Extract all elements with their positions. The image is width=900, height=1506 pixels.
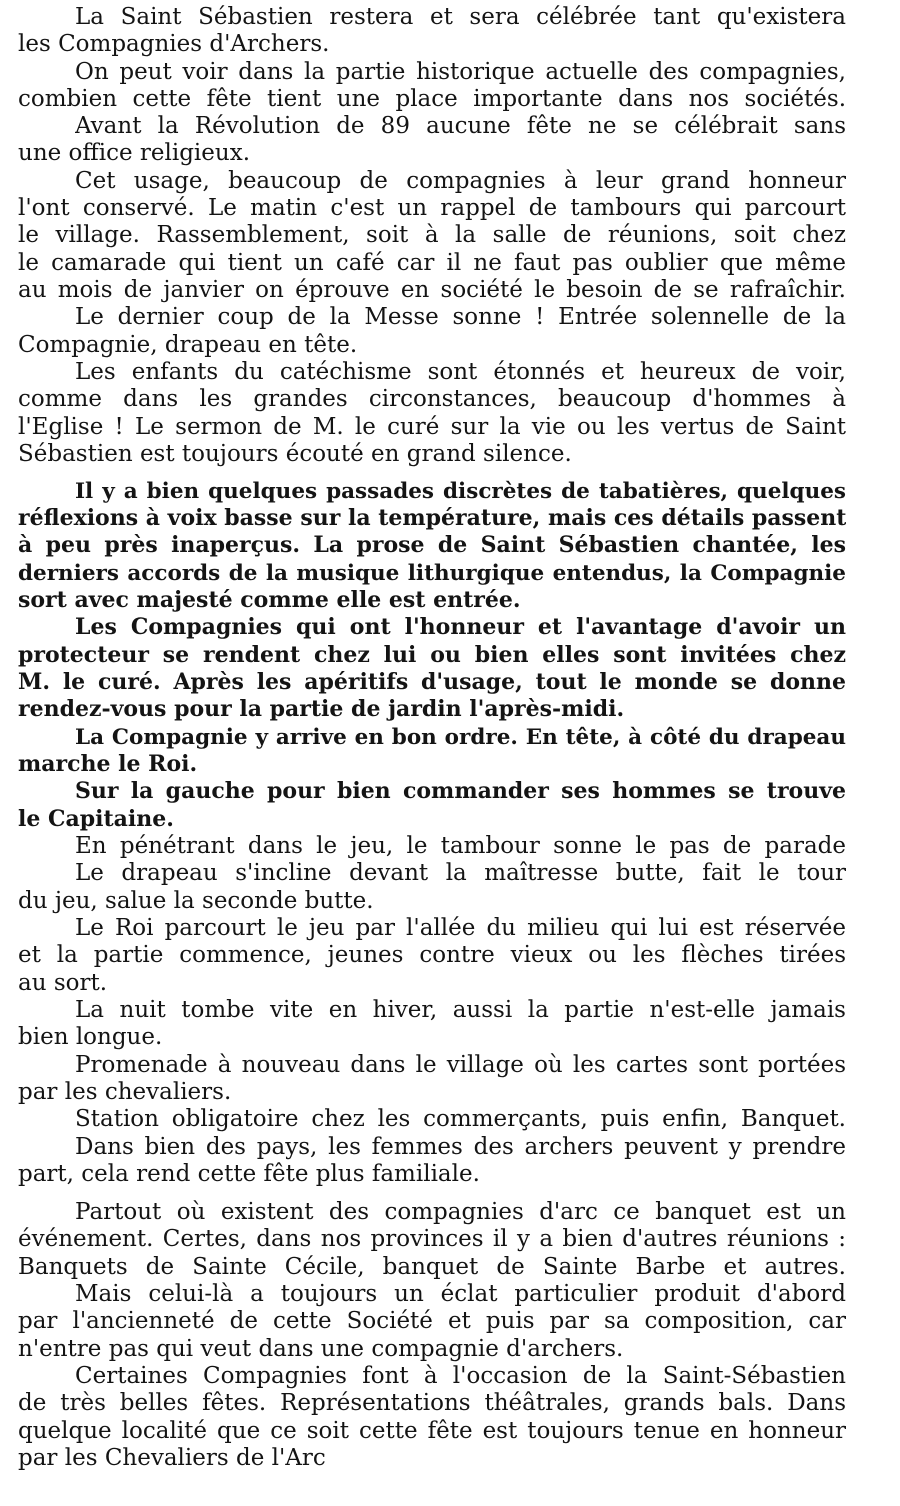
text-line: au sort. bbox=[18, 970, 108, 996]
text-line: événement. Certes, dans nos provinces il y a bien d'autres réunions : bbox=[18, 1226, 846, 1252]
text-line: l'ont conservé. Le matin c'est un rappel de tambours qui parcourt bbox=[18, 195, 846, 221]
text-line: par les Chevaliers de l'Arc bbox=[18, 1445, 326, 1471]
text-line: Mais celui-là a toujours un éclat particulier produit d'abord bbox=[75, 1281, 846, 1307]
text-line: La Saint Sébastien restera et sera célébrée tant qu'existera bbox=[75, 4, 846, 30]
text-line: les Compagnies d'Archers. bbox=[18, 31, 330, 57]
text-line: par les chevaliers. bbox=[18, 1079, 232, 1105]
text-line: Dans bien des pays, les femmes des archers peuvent y prendre bbox=[75, 1134, 846, 1160]
text-line: La nuit tombe vite en hiver, aussi la partie n'est-elle jamais bbox=[75, 997, 846, 1023]
text-line: Les enfants du catéchisme sont étonnés et heureux de voir, bbox=[75, 359, 846, 385]
text-line: du jeu, salue la seconde butte. bbox=[18, 888, 374, 914]
text-line: à peu près inaperçus. La prose de Saint Sébastien chantée, les bbox=[18, 532, 846, 558]
text-line: le Capitaine. bbox=[18, 806, 174, 832]
text-line: n'entre pas qui veut dans une compagnie d'archers. bbox=[18, 1336, 624, 1362]
text-line: une office religieux. bbox=[18, 140, 250, 166]
text-line: le camarade qui tient un café car il ne faut pas oublier que même bbox=[18, 250, 846, 276]
text-line: sort avec majesté comme elle est entrée. bbox=[18, 587, 521, 613]
text-line: Promenade à nouveau dans le village où les cartes sont portées bbox=[75, 1052, 846, 1078]
text-line: Il y a bien quelques passades discrètes de tabatières, quelques bbox=[75, 479, 846, 504]
text-line: Le dernier coup de la Messe sonne ! Entrée solennelle de la bbox=[75, 304, 846, 330]
text-line: Partout où existent des compagnies d'arc ce banquet est un bbox=[75, 1199, 846, 1225]
text-line: M. le curé. Après les apéritifs d'usage, tout le monde se donne bbox=[18, 669, 846, 695]
text-line: Station obligatoire chez les commerçants, puis enfin, Banquet. bbox=[75, 1106, 846, 1132]
text-line: La Compagnie y arrive en bon ordre. En tête, à côté du drapeau bbox=[75, 725, 846, 750]
text-line: de très belles fêtes. Représentations théâtrales, grands bals. Dans bbox=[18, 1390, 846, 1416]
text-line: l'Eglise ! Le sermon de M. le curé sur la vie ou les vertus de Saint bbox=[18, 414, 846, 440]
text-line: Cet usage, beaucoup de compagnies à leur grand honneur bbox=[75, 168, 846, 194]
text-line: et la partie commence, jeunes contre vieux ou les flèches tirées bbox=[18, 942, 846, 968]
text-line: Sébastien est toujours écouté en grand silence. bbox=[18, 441, 572, 467]
text-line: quelque localité que ce soit cette fête est toujours tenue en honneur bbox=[18, 1418, 846, 1444]
text-line: Les Compagnies qui ont l'honneur et l'avantage d'avoir un bbox=[75, 614, 846, 640]
text-line: En pénétrant dans le jeu, le tambour sonne le pas de parade bbox=[75, 833, 846, 859]
text-line: comme dans les grandes circonstances, beaucoup d'hommes à bbox=[18, 386, 846, 412]
text-line: bien longue. bbox=[18, 1024, 163, 1050]
text-line: protecteur se rendent chez lui ou bien elles sont invitées chez bbox=[18, 642, 846, 668]
text-line: Compagnie, drapeau en tête. bbox=[18, 332, 358, 358]
text-line: réflexions à voix basse sur la température, mais ces détails passent bbox=[18, 505, 846, 531]
text-line: Sur la gauche pour bien commander ses hommes se trouve bbox=[75, 778, 846, 804]
text-line: part, cela rend cette fête plus familiale. bbox=[18, 1161, 480, 1187]
text-line: combien cette fête tient une place importante dans nos sociétés. bbox=[18, 86, 846, 112]
text-line: Le drapeau s'incline devant la maîtresse butte, fait le tour bbox=[75, 860, 846, 886]
text-line: au mois de janvier on éprouve en société le besoin de se rafraîchir. bbox=[18, 277, 846, 303]
text-line: le village. Rassemblement, soit à la salle de réunions, soit chez bbox=[18, 222, 846, 248]
text-line: On peut voir dans la partie historique actuelle des compagnies, bbox=[75, 59, 846, 85]
text-line: rendez-vous pour la partie de jardin l'après-midi. bbox=[18, 696, 625, 722]
text-line: Certaines Compagnies font à l'occasion de la Saint-Sébastien bbox=[75, 1363, 846, 1389]
text-line: derniers accords de la musique lithurgique entendus, la Compagnie bbox=[18, 561, 846, 586]
text-line: Banquets de Sainte Cécile, banquet de Sainte Barbe et autres. bbox=[18, 1254, 846, 1280]
text-line: par l'ancienneté de cette Société et puis par sa composition, car bbox=[18, 1308, 846, 1334]
text-line: Le Roi parcourt le jeu par l'allée du milieu qui lui est réservée bbox=[75, 915, 846, 941]
text-line: Avant la Révolution de 89 aucune fête ne se célébrait sans bbox=[75, 113, 846, 139]
text-line: marche le Roi. bbox=[18, 751, 198, 777]
